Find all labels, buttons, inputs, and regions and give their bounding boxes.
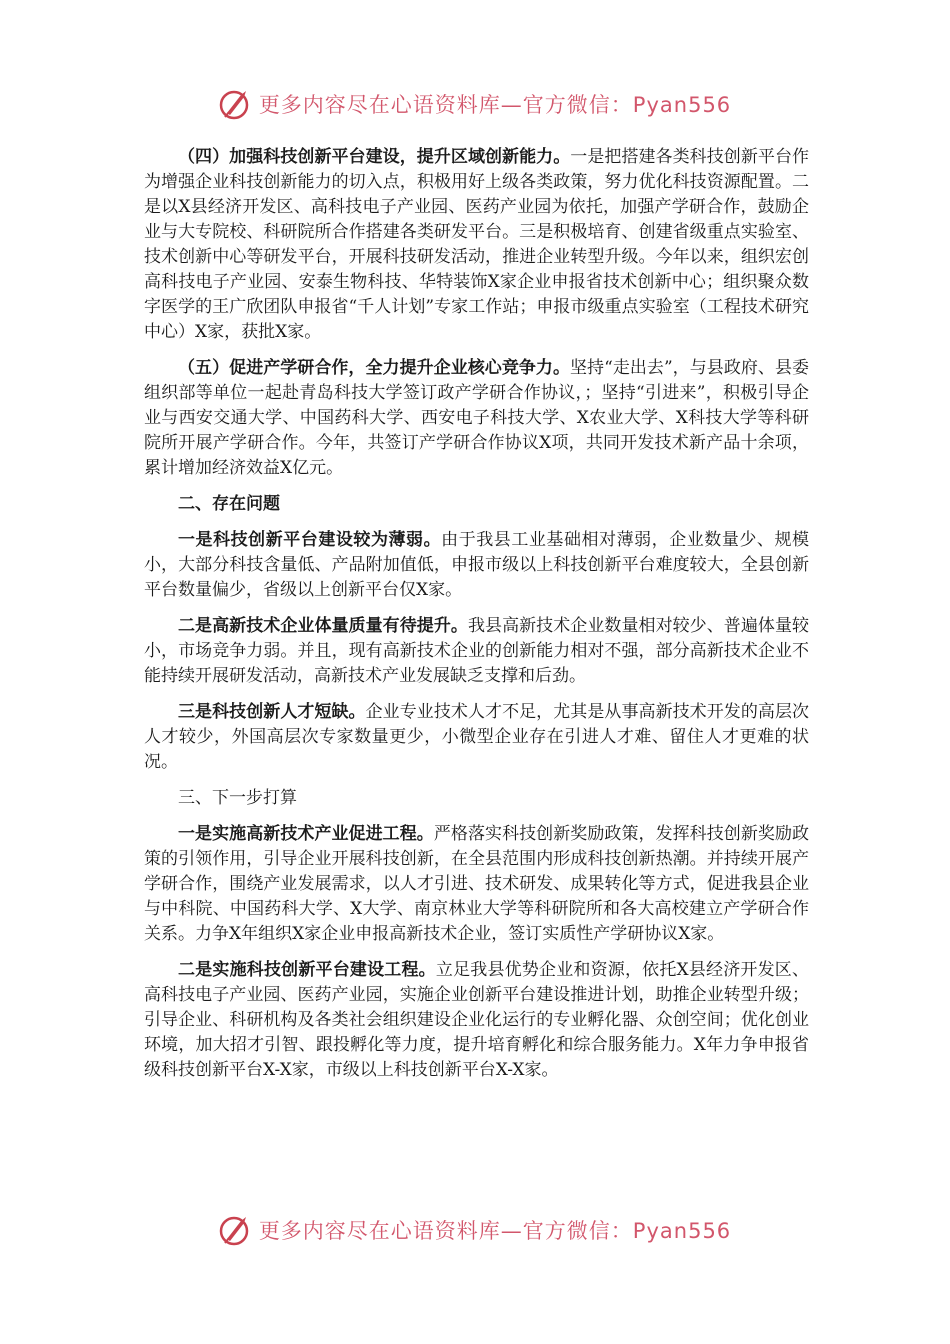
section-heading-problems: 二、存在问题	[178, 494, 280, 514]
plan-lead: 一是实施高新技术产业促进工程。	[178, 824, 434, 844]
problem-item	[144, 614, 809, 689]
plan-body: 严格落实科技创新奖励政策，发挥科技创新奖励政策的引领作用，引导企业开展科技创新，在全县范围内形成科技创新热潮。并持续开展产学研合作，围绕产业发展需求，以人才引进、技术研发、成果转化等方式，促进我县企业与中科院、中国药科大学、X大学、南京林业大学等科研院所和各大高校建立产学研合作关系。力争X年组织X家企业申报高新技术企业，签订实质性产学研协议X家。	[144, 824, 810, 944]
plan-item	[144, 822, 809, 947]
problem-item	[144, 700, 809, 775]
paragraph-platform-building	[144, 145, 809, 345]
pen-logo-icon	[219, 87, 253, 121]
plan-body: 立足我县优势企业和资源，依托X县经济开发区、高科技电子产业园、医药产业园，实施企业创新平台建设推进计划，助推企业转型升级；引导企业、科研机构及各类社会组织建设企业化运行的专业孵化器、众创空间；优化创业环境，加大招才引智、跟投孵化等力度，提升培育孵化和综合服务能力。X年力争申报省级科技创新平台X-X家，市级以上科技创新平台X-X家。	[144, 960, 809, 1080]
watermark-banner-top	[0, 82, 950, 126]
watermark-banner-bottom	[0, 1208, 950, 1252]
section-heading-next-steps: 三、下一步打算	[178, 788, 297, 808]
paragraph-body: 坚持“走出去”，与县政府、县委组织部等单位一起赴青岛科技大学签订政产学研合作协议，；坚持“引进来”，积极引导企业与西安交通大学、中国药科大学、西安电子科技大学、X农业大学、X科技大学等科研院所开展产学研合作。今年，共签订产学研合作协议X项，共同开发技术新产品十余项，累计增加经济效益X亿元。	[144, 358, 809, 478]
document-body	[144, 145, 809, 1094]
plan-lead: 二是实施科技创新平台建设工程。	[178, 960, 436, 980]
problem-lead: 三是科技创新人才短缺。	[178, 702, 366, 722]
paragraph-body: 一是把搭建各类科技创新平台作为增强企业科技创新能力的切入点，积极用好上级各类政策，努力优化科技资源配置。二是以X县经济开发区、高科技电子产业园、医药产业园为依托，加强产学研合作，鼓励企业与大专院校、科研院所合作搭建各类研发平台。三是积极培育、创建省级重点实验室、技术创新中心等研发平台，开展科技研发活动，推进企业转型升级。今年以来，组织宏创高科技电子产业园、安泰生物科技、华特装饰X家企业申报省技术创新中心；组织聚众数字医学的王广欣团队申报省“千人计划”专家工作站；申报市级重点实验室（工程技术研究中心）X家，获批X家。	[144, 147, 810, 342]
paragraph-industry-cooperation	[144, 356, 809, 481]
watermark-text: 更多内容尽在心语资料库—官方微信：Pyan556	[258, 93, 732, 117]
problem-body: 我县高新技术企业数量相对较少、普遍体量较小，市场竞争力弱。并且，现有高新技术企业的创新能力相对不强，部分高新技术企业不能持续开展研发活动，高新技术产业发展缺乏支撑和后劲。	[144, 616, 810, 686]
paragraph-lead: （四）加强科技创新平台建设，提升区域创新能力。	[178, 147, 571, 167]
problem-lead: 二是高新技术企业体量质量有待提升。	[178, 616, 468, 636]
problem-lead: 一是科技创新平台建设较为薄弱。	[178, 530, 442, 550]
watermark-text: 更多内容尽在心语资料库—官方微信：Pyan556	[258, 1219, 732, 1243]
pen-logo-icon	[219, 1213, 253, 1247]
plan-item	[144, 958, 809, 1083]
problem-item	[144, 528, 809, 603]
problem-body: 企业专业技术人才不足，尤其是从事高新技术开发的高层次人才较少，外国高层次专家数量更少，小微型企业存在引进人才难、留住人才更难的状况。	[144, 702, 810, 772]
problem-body: 由于我县工业基础相对薄弱，企业数量少、规模小，大部分科技含量低、产品附加值低，申报市级以上科技创新平台难度较大，全县创新平台数量偏少，省级以上创新平台仅X家。	[144, 530, 810, 600]
paragraph-lead: （五）促进产学研合作，全力提升企业核心竞争力。	[178, 358, 570, 378]
